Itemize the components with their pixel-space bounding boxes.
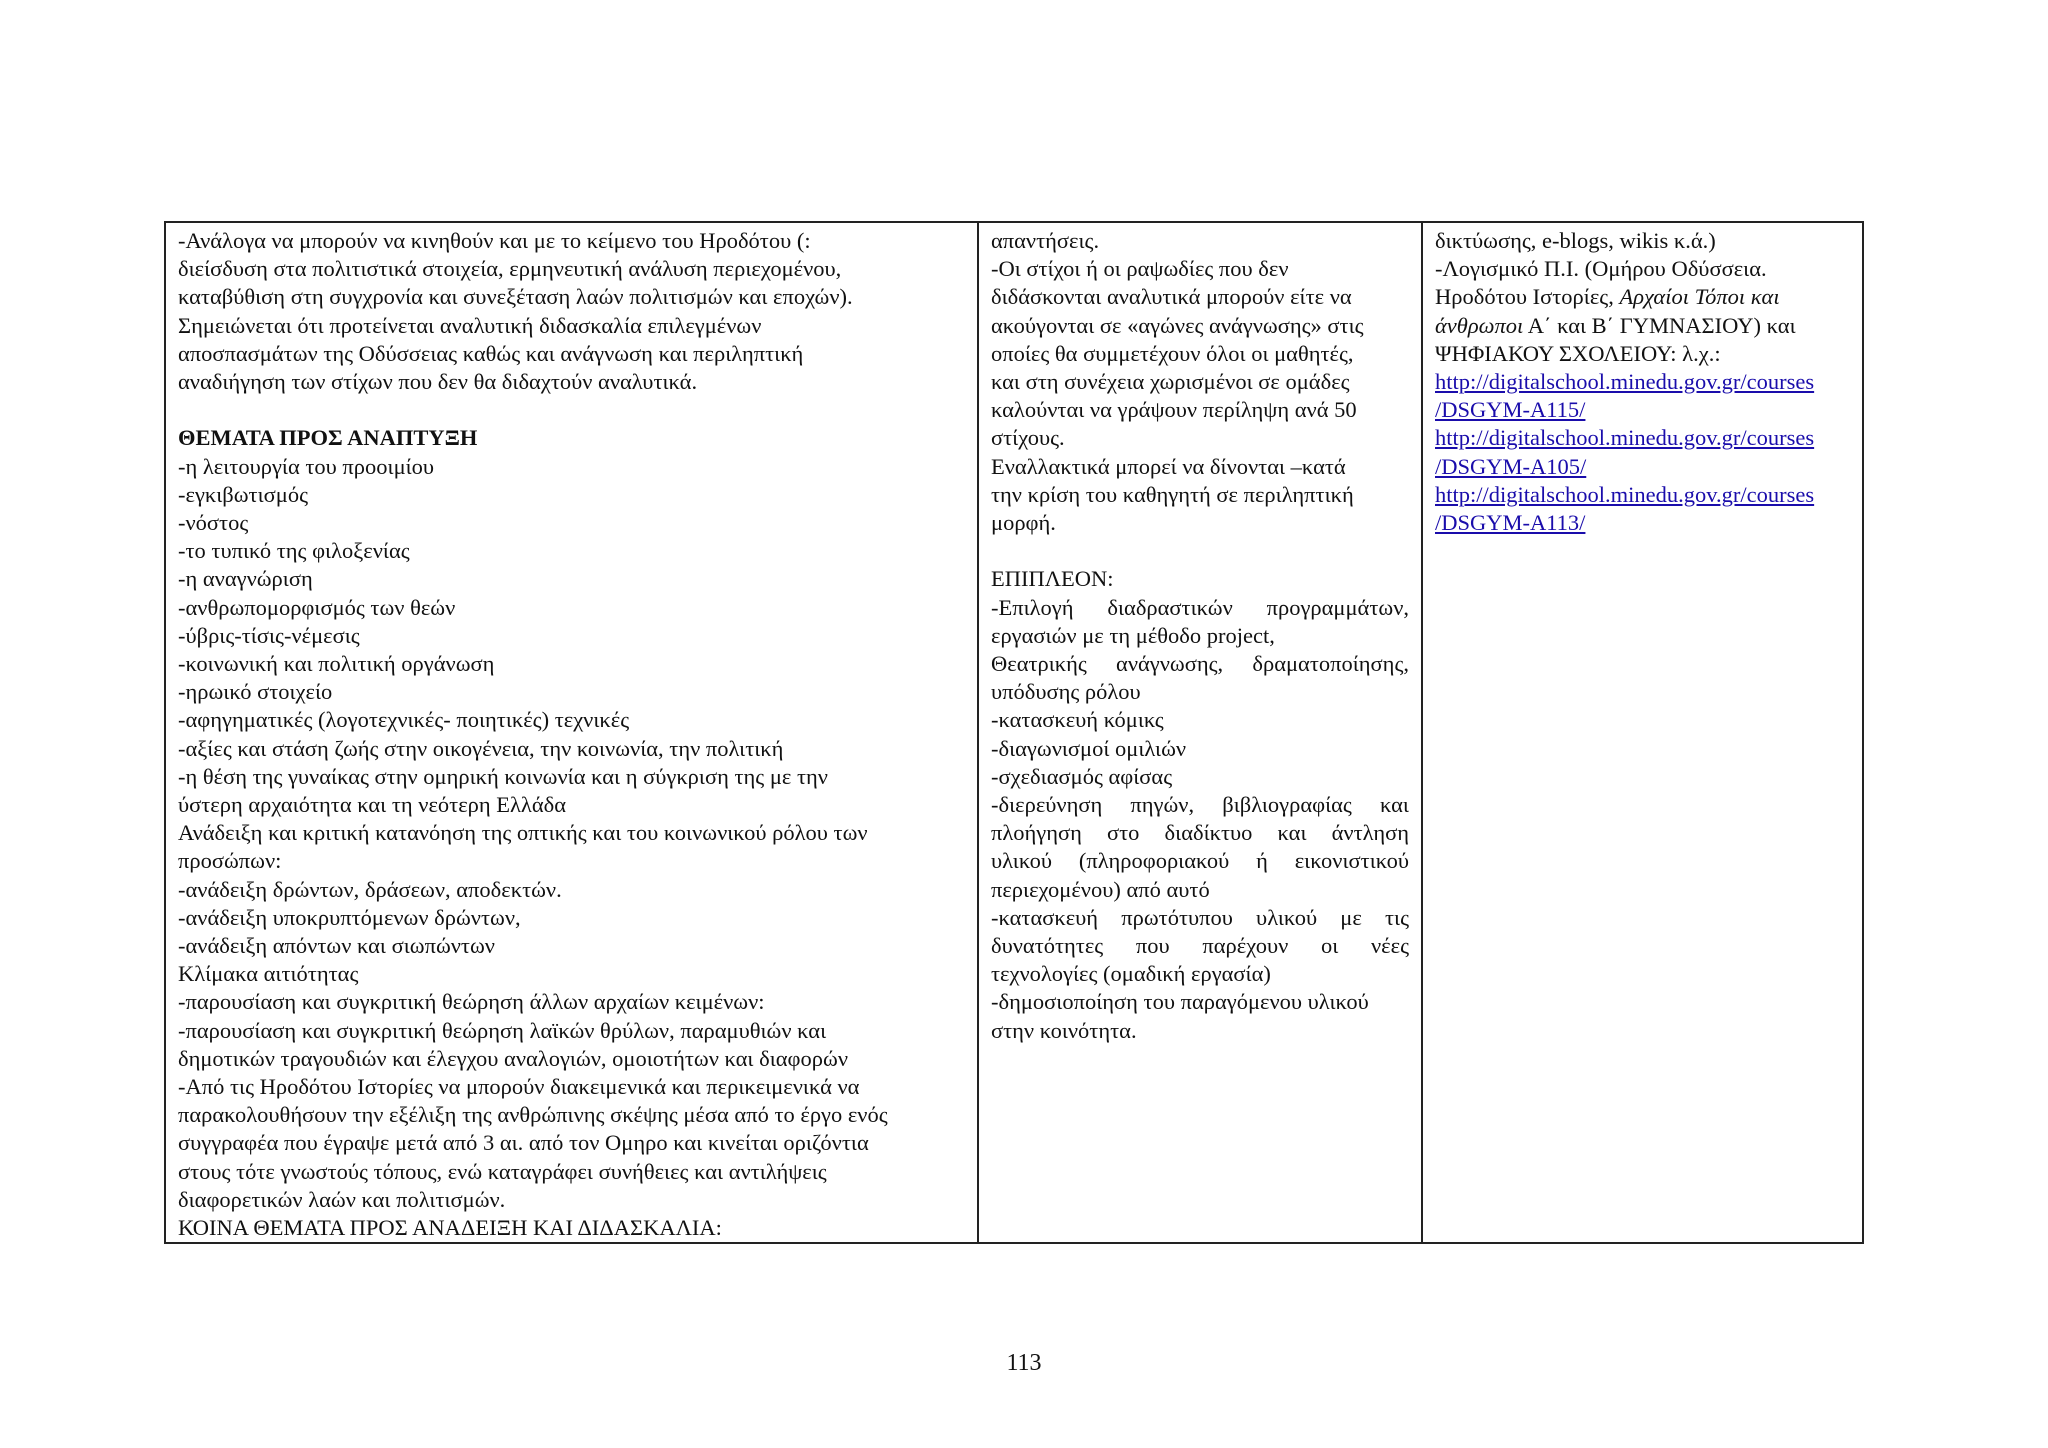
text-line: -Επιλογή διαδραστικών προγραμμάτων, <box>991 594 1409 620</box>
course-link-a113[interactable]: http://digitalschool.minedu.gov.gr/courses <box>1435 481 1815 507</box>
text-line: οποίες θα συμμετέχουν όλοι οι μαθητές, <box>991 340 1354 366</box>
section-heading: ΕΠΙΠΛΕΟΝ: <box>991 566 1114 592</box>
topic-line: -η λειτουργία του προοιμίου <box>178 453 435 479</box>
topic-line: -ανάδειξη υποκρυπτόμενων δρώντων, <box>178 904 521 930</box>
text-line: Σημειώνεται ότι προτείνεται αναλυτική διδασκαλία επιλεγμένων <box>178 312 762 338</box>
topic-line: -αφηγηματικές (λογοτεχνικές- ποιητικές) τεχνικές <box>178 707 630 733</box>
text-line: -Λογισμικό Π.Ι. (Ομήρου Οδύσσεια. <box>1435 256 1767 282</box>
topic-line: -νόστος <box>178 510 249 536</box>
text-line: πλοήγηση στο διαδίκτυο και άντληση <box>991 820 1409 846</box>
text-line: -διαγωνισμοί ομιλιών <box>991 735 1187 761</box>
topic-line: Κλίμακα αιτιότητας <box>178 961 359 987</box>
page-number: 113 <box>1006 1350 1042 1376</box>
book-title-italic: Αρχαίοι Τόποι και <box>1619 284 1780 310</box>
text-line: υπόδυσης ρόλου <box>991 679 1141 705</box>
text-line: δικτύωσης, e-blogs, wikis κ.ά.) <box>1435 228 1716 253</box>
text-line: -κατασκευή κόμικς <box>991 707 1164 733</box>
text-line: ΨΗΦΙΑΚΟΥ ΣΧΟΛΕΙΟΥ: λ.χ.: <box>1435 340 1721 366</box>
column-resources <box>1422 222 1863 1243</box>
text-line: -σχεδιασμός αφίσας <box>991 763 1173 789</box>
paragraph-gap <box>991 537 1409 565</box>
topic-line: διαφορετικών λαών και πολιτισμών. <box>178 1186 506 1212</box>
topic-line: στους τότε γνωστούς τόπους, ενώ καταγράφει συνήθειες και αντιλήψεις <box>178 1158 827 1184</box>
text-line: διείσδυση στα πολιτιστικά στοιχεία, ερμηνευτική ανάλυση περιεχομένου, <box>178 256 842 282</box>
text-line: Εναλλακτικά μπορεί να δίνονται –κατά <box>991 453 1346 479</box>
topic-line: προσώπων: <box>178 848 282 874</box>
topic-line: -η αναγνώριση <box>178 566 313 592</box>
column-objectives <box>165 222 978 1243</box>
text-line: και στη συνέχεια χωρισμένοι σε ομάδες <box>991 369 1350 395</box>
course-link-a115[interactable]: /DSGYM-A115/ <box>1435 397 1586 423</box>
topic-line: -ηρωικό στοιχείο <box>178 679 333 705</box>
text-line: αναδιήγηση των στίχων που δεν θα διδαχτούν αναλυτικά. <box>178 369 698 395</box>
text-span: Α΄ και Β΄ ΓΥΜΝΑΣΙΟΥ) και <box>1523 312 1796 338</box>
course-link-a113[interactable]: /DSGYM-A113/ <box>1435 510 1586 536</box>
course-link-a115[interactable]: http://digitalschool.minedu.gov.gr/courses <box>1435 369 1815 395</box>
topic-line: -το τυπικό της φιλοξενίας <box>178 538 410 564</box>
paragraph-gap <box>178 396 965 424</box>
text-line: καταβύθιση στη συγχρονία και συνεξέταση λαών πολιτισμών και εποχών). <box>178 284 853 310</box>
text-line: εργασιών με τη μέθοδο project, <box>991 622 1275 648</box>
course-link-a105[interactable]: /DSGYM-A105/ <box>1435 453 1587 479</box>
text-line: περιεχομένου) από αυτό <box>991 876 1210 902</box>
topic-line: συγγραφέα που έγραψε μετά από 3 αι. από τον Ομηρο και κινείται οριζόντια <box>178 1130 869 1156</box>
topic-line: -κοινωνική και πολιτική οργάνωση <box>178 651 495 677</box>
topic-line: -ανθρωπομορφισμός των θεών <box>178 594 456 620</box>
topic-line: -ανάδειξη απόντων και σιωπώντων <box>178 933 495 959</box>
text-line: διδάσκονται αναλυτικά μπορούν είτε να <box>991 284 1352 310</box>
text-line: ακούγονται σε «αγώνες ανάγνωσης» στις <box>991 312 1364 338</box>
topic-line: -ύβρις-τίσις-νέμεσις <box>178 622 360 648</box>
topic-line: -Από τις Ηροδότου Ιστορίες να μπορούν διακειμενικά και περικειμενικά να <box>178 1074 860 1100</box>
text-line: -Ανάλογα να μπορούν να κινηθούν και με το κείμενο του Ηροδότου (: <box>178 228 811 253</box>
topic-line: ΚΟΙΝΑ ΘΕΜΑΤΑ ΠΡΟΣ ΑΝΑΔΕΙΞΗ ΚΑΙ ΔΙΔΑΣΚΑΛΙΑ: <box>178 1215 722 1241</box>
topic-line: παρακολουθήσουν την εξέλιξη της ανθρώπινης σκέψης μέσα από το έργο ενός <box>178 1102 888 1128</box>
text-line <box>1435 283 1850 311</box>
text-line: καλούνται να γράψουν περίληψη ανά 50 <box>991 397 1357 423</box>
column-methods <box>978 222 1422 1243</box>
text-line: την κρίση του καθηγητή σε περιληπτική <box>991 481 1354 507</box>
table-row <box>165 222 1863 1243</box>
text-line: Θεατρικής ανάγνωσης, δραματοποίησης, <box>991 651 1409 677</box>
text-line: δυνατότητες που παρέχουν οι νέες <box>991 933 1409 959</box>
content-table <box>164 221 1864 1244</box>
topic-line: -η θέση της γυναίκας στην ομηρική κοινωνία και η σύγκριση της με την <box>178 763 828 789</box>
course-link-a105[interactable]: http://digitalschool.minedu.gov.gr/courses <box>1435 425 1815 451</box>
topic-line: -παρουσίαση και συγκριτική θεώρηση άλλων αρχαίων κειμένων: <box>178 989 765 1015</box>
section-heading: ΘΕΜΑΤΑ ΠΡΟΣ ΑΝΑΠΤΥΞΗ <box>178 425 478 451</box>
text-line: τεχνολογίες (ομαδική εργασία) <box>991 961 1271 987</box>
topic-line: -παρουσίαση και συγκριτική θεώρηση λαϊκών θρύλων, παραμυθιών και <box>178 1017 827 1043</box>
text-line: -κατασκευή πρωτότυπου υλικού με τις <box>991 904 1409 930</box>
text-line: αποσπασμάτων της Οδύσσειας καθώς και ανάγνωση και περιληπτική <box>178 340 804 366</box>
text-line <box>1435 312 1850 340</box>
text-line: -Οι στίχοι ή οι ραψωδίες που δεν <box>991 256 1289 282</box>
topic-line: -ανάδειξη δρώντων, δράσεων, αποδεκτών. <box>178 876 562 902</box>
text-line: στην κοινότητα. <box>991 1017 1137 1043</box>
text-line: μορφή. <box>991 510 1056 536</box>
text-line: απαντήσεις. <box>991 228 1100 253</box>
topic-line: -εγκιβωτισμός <box>178 481 308 507</box>
text-line: -δημοσιοποίηση του παραγόμενου υλικού <box>991 989 1369 1015</box>
topic-line: -αξίες και στάση ζωής στην οικογένεια, την κοινωνία, την πολιτική <box>178 735 784 761</box>
topic-line: δημοτικών τραγουδιών και έλεγχου αναλογιών, ομοιοτήτων και διαφορών <box>178 1045 849 1071</box>
book-title-italic: άνθρωποι <box>1435 312 1524 338</box>
text-line: -διερεύνηση πηγών, βιβλιογραφίας και <box>991 792 1409 818</box>
topic-line: ύστερη αρχαιότητα και τη νεότερη Ελλάδα <box>178 792 567 818</box>
text-line: στίχους. <box>991 425 1065 451</box>
text-span: Ηροδότου Ιστορίες, <box>1435 284 1620 310</box>
text-line: υλικού (πληροφοριακού ή εικονιστικού <box>991 848 1409 874</box>
topic-line: Ανάδειξη και κριτική κατανόηση της οπτικής και του κοινωνικού ρόλου των <box>178 820 868 846</box>
